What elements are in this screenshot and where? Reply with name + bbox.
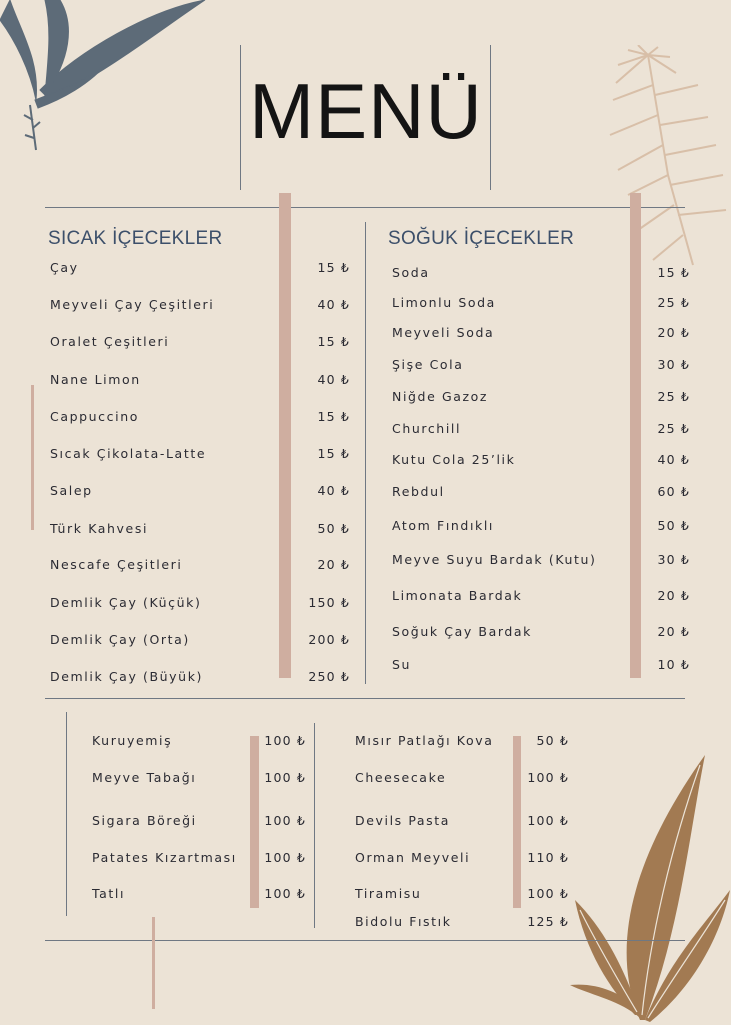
page-title: MENÜ xyxy=(249,67,483,155)
lira-sign: ₺ xyxy=(680,452,690,467)
menu-item-name: Şişe Cola xyxy=(392,357,464,372)
lira-sign: ₺ xyxy=(340,372,350,387)
price-value: 100 xyxy=(527,886,555,901)
menu-item-name: Soğuk Çay Bardak xyxy=(392,624,532,639)
menu-item-name: Devils Pasta xyxy=(355,813,451,828)
lira-sign: ₺ xyxy=(340,334,350,349)
menu-item-name: Churchill xyxy=(392,421,462,436)
price-value: 100 xyxy=(527,770,555,785)
menu-item-name: Tiramisu xyxy=(355,886,422,901)
menu-item-price xyxy=(264,886,306,901)
price-value: 25 xyxy=(657,295,676,310)
price-value: 40 xyxy=(657,452,676,467)
price-value: 100 xyxy=(264,733,292,748)
slate-leaf-illustration xyxy=(0,0,210,160)
menu-item-price xyxy=(527,770,569,785)
lira-sign: ₺ xyxy=(296,733,306,748)
lira-sign: ₺ xyxy=(340,297,350,312)
price-value: 40 xyxy=(317,297,336,312)
menu-item-price xyxy=(318,297,350,312)
menu-item-name: Salep xyxy=(50,483,93,498)
menu-item-name: Niğde Gazoz xyxy=(392,389,489,404)
menu-item-name: Meyveli Çay Çeşitleri xyxy=(50,297,215,312)
menu-item-name: Oralet Çeşitleri xyxy=(50,334,170,349)
snacks-column-divider xyxy=(314,723,315,928)
menu-item-name: Kuruyemiş xyxy=(92,733,173,748)
price-value: 100 xyxy=(264,813,292,828)
lira-sign: ₺ xyxy=(340,557,350,572)
menu-item-price xyxy=(658,484,690,499)
menu-item-price xyxy=(308,669,350,684)
price-value: 30 xyxy=(657,357,676,372)
price-value: 25 xyxy=(657,389,676,404)
lira-sign: ₺ xyxy=(680,624,690,639)
menu-item-name: Sigara Böreği xyxy=(92,813,197,828)
accent-bar xyxy=(513,736,521,908)
menu-item-price xyxy=(264,850,306,865)
lira-sign: ₺ xyxy=(296,886,306,901)
price-value: 15 xyxy=(657,265,676,280)
tan-branch-illustration xyxy=(598,45,731,275)
menu-item-name: Sıcak Çikolata-Latte xyxy=(50,446,207,461)
menu-item-name: Soda xyxy=(392,265,430,280)
menu-item-price xyxy=(308,632,350,647)
lira-sign: ₺ xyxy=(296,770,306,785)
menu-item-price xyxy=(527,850,569,865)
price-value: 20 xyxy=(657,624,676,639)
menu-item-price xyxy=(318,409,350,424)
price-value: 25 xyxy=(657,421,676,436)
menu-item-name: Limonlu Soda xyxy=(392,295,496,310)
menu-item-price xyxy=(318,446,350,461)
menu-item-name: Tatlı xyxy=(92,886,126,901)
price-value: 20 xyxy=(317,557,336,572)
menu-item-price xyxy=(537,733,569,748)
snacks-left-rule xyxy=(66,712,67,916)
lira-sign: ₺ xyxy=(680,552,690,567)
price-value: 150 xyxy=(308,595,336,610)
menu-item-name: Atom Fındıklı xyxy=(392,518,495,533)
menu-item-name: Cappuccino xyxy=(50,409,139,424)
menu-item-price xyxy=(658,389,690,404)
price-value: 200 xyxy=(308,632,336,647)
lira-sign: ₺ xyxy=(680,265,690,280)
price-value: 20 xyxy=(657,588,676,603)
price-value: 100 xyxy=(264,850,292,865)
menu-item-name: Orman Meyveli xyxy=(355,850,471,865)
accent-bar xyxy=(630,193,641,678)
lira-sign: ₺ xyxy=(340,446,350,461)
menu-item-price xyxy=(527,886,569,901)
menu-item-price xyxy=(658,588,690,603)
lira-sign: ₺ xyxy=(559,914,569,929)
menu-item-name: Demlik Çay (Küçük) xyxy=(50,595,202,610)
accent-bar xyxy=(152,917,155,1009)
menu-item-price xyxy=(658,357,690,372)
accent-bar xyxy=(250,736,259,908)
menu-item-price xyxy=(658,421,690,436)
price-value: 15 xyxy=(317,334,336,349)
menu-item-price xyxy=(308,595,350,610)
lira-sign: ₺ xyxy=(680,325,690,340)
lira-sign: ₺ xyxy=(559,850,569,865)
price-value: 15 xyxy=(317,446,336,461)
menu-item-price xyxy=(264,770,306,785)
menu-item-price xyxy=(658,265,690,280)
menu-item-name: Rebdul xyxy=(392,484,445,499)
brown-leaf-illustration xyxy=(570,750,731,1025)
top-divider xyxy=(45,207,685,208)
lira-sign: ₺ xyxy=(340,595,350,610)
lira-sign: ₺ xyxy=(680,484,690,499)
price-value: 50 xyxy=(657,518,676,533)
lira-sign: ₺ xyxy=(559,770,569,785)
drinks-column-divider xyxy=(365,222,366,684)
lira-sign: ₺ xyxy=(680,357,690,372)
menu-item-name: Demlik Çay (Orta) xyxy=(50,632,190,647)
menu-item-name: Kutu Cola 25’lik xyxy=(392,452,516,467)
lira-sign: ₺ xyxy=(559,886,569,901)
menu-item-price xyxy=(658,518,690,533)
price-value: 50 xyxy=(317,521,336,536)
menu-item-price xyxy=(318,372,350,387)
lira-sign: ₺ xyxy=(680,518,690,533)
lira-sign: ₺ xyxy=(340,632,350,647)
lira-sign: ₺ xyxy=(680,588,690,603)
menu-item-name: Meyveli Soda xyxy=(392,325,495,340)
menu-item-price xyxy=(658,624,690,639)
menu-item-price xyxy=(318,334,350,349)
lira-sign: ₺ xyxy=(340,260,350,275)
menu-item-price xyxy=(318,483,350,498)
price-value: 20 xyxy=(657,325,676,340)
menu-item-name: Limonata Bardak xyxy=(392,588,523,603)
lira-sign: ₺ xyxy=(340,409,350,424)
menu-item-price xyxy=(658,657,690,672)
lira-sign: ₺ xyxy=(340,521,350,536)
menu-item-name: Nane Limon xyxy=(50,372,141,387)
accent-bar xyxy=(31,385,34,530)
price-value: 10 xyxy=(657,657,676,672)
menu-item-price xyxy=(658,325,690,340)
lira-sign: ₺ xyxy=(559,813,569,828)
price-value: 40 xyxy=(317,372,336,387)
price-value: 110 xyxy=(527,850,555,865)
menu-item-price xyxy=(264,813,306,828)
menu-item-name: Türk Kahvesi xyxy=(50,521,149,536)
menu-item-price xyxy=(318,521,350,536)
lira-sign: ₺ xyxy=(680,657,690,672)
price-value: 100 xyxy=(264,770,292,785)
menu-item-name: Meyve Tabağı xyxy=(92,770,197,785)
lira-sign: ₺ xyxy=(559,733,569,748)
price-value: 50 xyxy=(536,733,555,748)
menu-item-name: Nescafe Çeşitleri xyxy=(50,557,183,572)
menu-item-price xyxy=(658,295,690,310)
price-value: 125 xyxy=(527,914,555,929)
price-value: 100 xyxy=(527,813,555,828)
price-value: 60 xyxy=(657,484,676,499)
bottom-divider xyxy=(45,940,685,941)
price-value: 30 xyxy=(657,552,676,567)
menu-item-name: Mısır Patlağı Kova xyxy=(355,733,494,748)
lira-sign: ₺ xyxy=(680,421,690,436)
price-value: 250 xyxy=(308,669,336,684)
menu-item-name: Demlik Çay (Büyük) xyxy=(50,669,204,684)
menu-item-price xyxy=(658,452,690,467)
lira-sign: ₺ xyxy=(340,669,350,684)
lira-sign: ₺ xyxy=(680,295,690,310)
menu-item-name: Meyve Suyu Bardak (Kutu) xyxy=(392,552,597,567)
price-value: 40 xyxy=(317,483,336,498)
lira-sign: ₺ xyxy=(296,850,306,865)
menu-item-price xyxy=(264,733,306,748)
menu-item-name: Bidolu Fıstık xyxy=(355,914,452,929)
price-value: 100 xyxy=(264,886,292,901)
menu-item-price xyxy=(527,914,569,929)
menu-item-name: Çay xyxy=(50,260,79,275)
price-value: 15 xyxy=(317,260,336,275)
menu-item-price xyxy=(527,813,569,828)
menu-item-name: Cheesecake xyxy=(355,770,447,785)
lira-sign: ₺ xyxy=(680,389,690,404)
price-value: 15 xyxy=(317,409,336,424)
menu-item-price xyxy=(318,260,350,275)
cold-drinks-heading: SOĞUK İÇECEKLER xyxy=(388,228,575,249)
menu-item-name: Patates Kızartması xyxy=(92,850,237,865)
lira-sign: ₺ xyxy=(296,813,306,828)
menu-item-name: Su xyxy=(392,657,412,672)
accent-bar xyxy=(279,193,291,678)
menu-item-price xyxy=(318,557,350,572)
menu-item-price xyxy=(658,552,690,567)
middle-divider xyxy=(45,698,685,699)
lira-sign: ₺ xyxy=(340,483,350,498)
hot-drinks-heading: SICAK İÇECEKLER xyxy=(48,228,223,249)
